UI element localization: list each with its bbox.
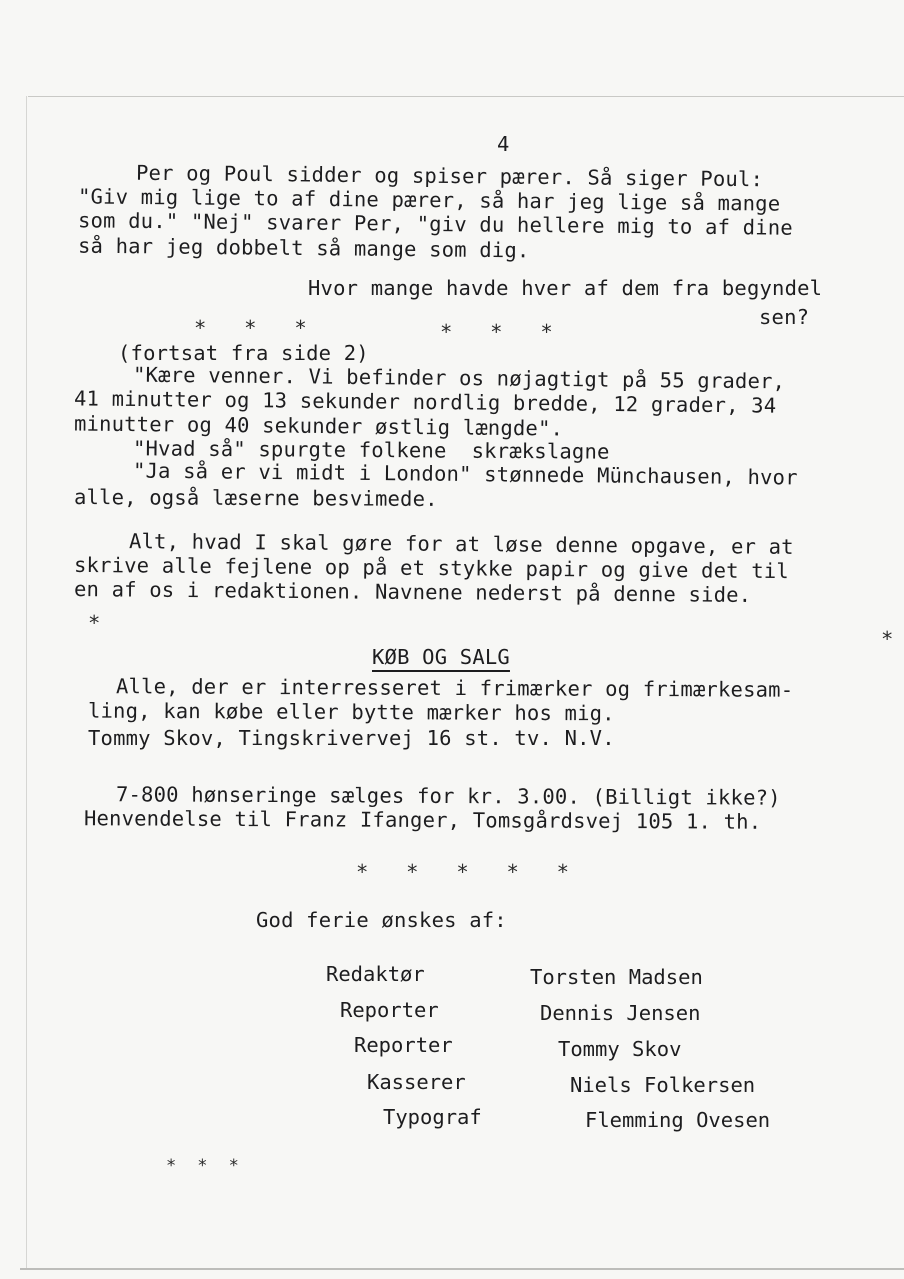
credit-name: Niels Folkersen xyxy=(570,1073,756,1097)
greeting: God ferie ønskes af: xyxy=(256,908,507,932)
credit-role: Typograf xyxy=(383,1105,482,1129)
riddle-line: Per og Poul sidder og spiser pærer. Så siger Poul: xyxy=(135,160,764,192)
riddle-question-end: sen? xyxy=(759,305,810,329)
riddle-line: "Giv mig lige to af dine pærer, så har jeg lige så mange xyxy=(77,184,781,216)
credit-name: Dennis Jensen xyxy=(540,1001,701,1025)
separator-stars: * * * xyxy=(194,316,307,340)
ad-line: Alle, der er interresseret i frimærker og frimærkesam- xyxy=(115,674,794,702)
credit-role: Reporter xyxy=(340,998,439,1022)
story-line: 41 minutter og 13 sekunder nordlig bredde, 12 grader, 34 xyxy=(73,386,777,418)
task-line: en af os i redaktionen. Navnene nederst på denne side. xyxy=(73,577,752,607)
page-edge-top xyxy=(28,96,904,97)
credit-role: Kasserer xyxy=(367,1070,466,1094)
ad-line: Tommy Skov, Tingskrivervej 16 st. tv. N.V. xyxy=(88,726,615,750)
page-edge-bottom xyxy=(20,1268,904,1270)
task-line: skrive alle fejlene op på et stykke papir og give det til xyxy=(73,552,789,584)
section-heading: KØB OG SALG xyxy=(372,645,510,669)
ad-line: ling, kan købe eller bytte mærker hos mig. xyxy=(87,698,615,726)
ad-line: Henvendelse til Franz Ifanger, Tomsgårdsvej 105 1. th. xyxy=(83,806,762,834)
continued-intro: (fortsat fra side 2) xyxy=(118,341,369,365)
credit-name: Torsten Madsen xyxy=(530,965,703,989)
ad-line: 7-800 hønseringe sælges for kr. 3.00. (Billigt ikke?) xyxy=(115,782,781,810)
credit-name: Tommy Skov xyxy=(558,1037,682,1061)
task-line: Alt, hvad I skal gøre for at løse denne opgave, er at xyxy=(128,529,794,559)
page-number: 4 xyxy=(497,132,510,156)
story-line: "Ja så er vi midt i London" stønnede Münchausen, hvor xyxy=(132,458,798,490)
story-line: alle, også læserne besvimede. xyxy=(73,485,438,511)
separator-stars: * * * xyxy=(166,1156,240,1176)
credit-role: Redaktør xyxy=(326,962,425,986)
separator-stars: * * * * * xyxy=(356,860,570,884)
riddle-question: Hvor mange havde hver af dem fra begyndel xyxy=(308,276,823,300)
separator-star-right: * xyxy=(881,627,894,651)
story-line: "Kære venner. Vi befinder os nøjagtigt på 55 grader, xyxy=(132,362,786,394)
page-edge-left xyxy=(26,96,27,1268)
riddle-line: som du." "Nej" svarer Per, "giv du hellere mig to af dine xyxy=(77,208,794,240)
riddle-line: så har jeg dobbelt så mange som dig. xyxy=(77,233,530,263)
separator-stars: * * * xyxy=(440,320,553,344)
separator-star-left: * xyxy=(88,611,101,635)
story-line: "Hvad så" spurgte folkene skrækslagne xyxy=(132,436,610,464)
credit-name: Flemming Ovesen xyxy=(585,1108,771,1132)
credit-role: Reporter xyxy=(354,1033,453,1057)
story-line: minutter og 40 sekunder østlig længde". xyxy=(73,411,564,441)
